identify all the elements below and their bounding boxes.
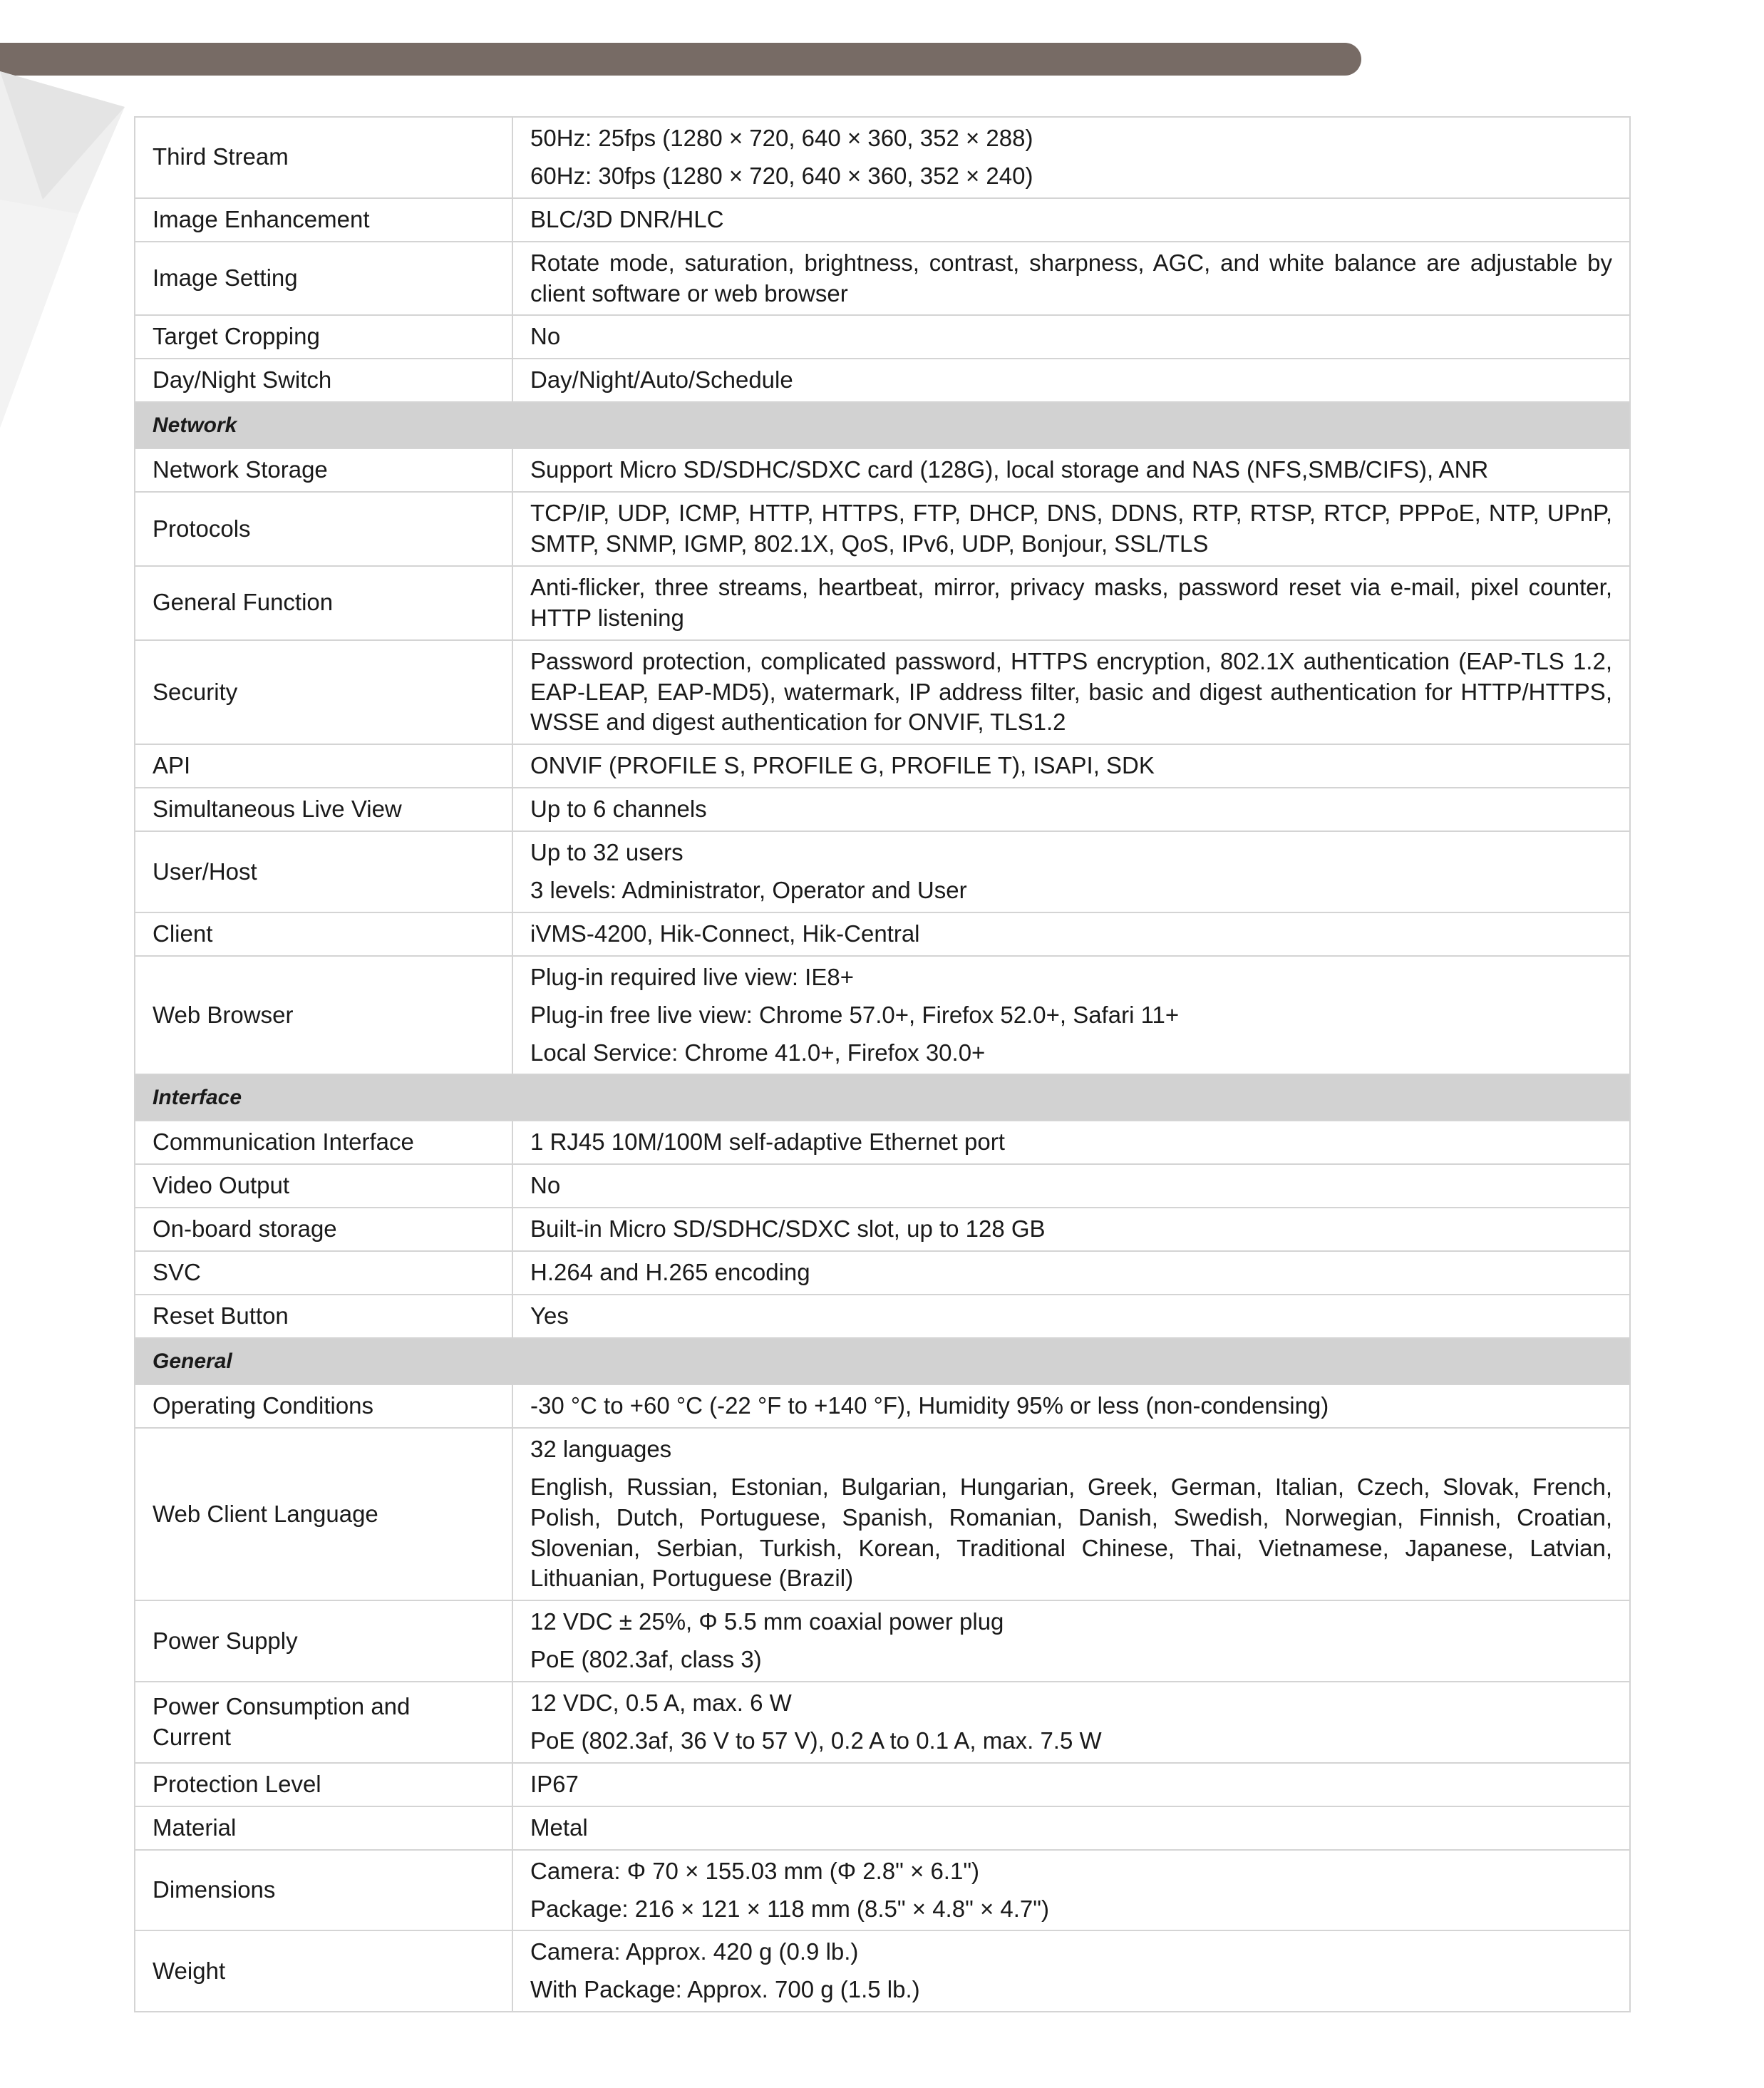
spec-label: Network Storage [135,448,512,492]
spec-label: Video Output [135,1164,512,1208]
spec-row [135,912,1630,956]
spec-value [512,117,1630,198]
spec-value [512,198,1630,242]
spec-value-line: Camera: Approx. 420 g (0.9 lb.) [530,1938,859,1965]
spec-label: Protection Level [135,1763,512,1806]
spec-label: SVC [135,1251,512,1295]
spec-label: Simultaneous Live View [135,788,512,831]
spec-row [135,788,1630,831]
star-watermark-icon [0,71,143,428]
spec-value-line: TCP/IP, UDP, ICMP, HTTP, HTTPS, FTP, DHCP, DNS, DDNS, RTP, RTSP, RTCP, PPPoE, NTP, UPnP, SMTP, SNMP, IGMP, 802.1X, QoS, IPv6, UDP, Bonjour, SSL/TLS [530,500,1612,557]
spec-value [512,315,1630,359]
spec-value-line: No [530,1172,561,1199]
spec-value-line: Day/Night/Auto/Schedule [530,366,793,394]
spec-row [135,1164,1630,1208]
spec-value [512,566,1630,640]
spec-value-line: Support Micro SD/SDHC/SDXC card (128G), local storage and NAS (NFS,SMB/CIFS), ANR [530,456,1489,483]
spec-value-line: BLC/3D DNR/HLC [530,205,724,232]
spec-label: Protocols [135,492,512,566]
spec-value [512,1763,1630,1806]
spec-label: Communication Interface [135,1121,512,1164]
spec-value-line: Yes [530,1302,569,1330]
spec-value-line: With Package: Approx. 700 g (1.5 lb.) [530,1976,920,2003]
spec-value-line: 12 VDC, 0.5 A, max. 6 W [530,1690,792,1717]
spec-label: Day/Night Switch [135,359,512,402]
spec-value-line: 1 RJ45 10M/100M self-adaptive Ethernet port [530,1128,1005,1156]
spec-value [512,744,1630,788]
spec-value-line: PoE (802.3af, class 3) [530,1646,762,1673]
spec-row [135,242,1630,316]
spec-row [135,359,1630,402]
spec-row [135,1251,1630,1295]
spec-label: Reset Button [135,1295,512,1338]
spec-label: Power Consumption and Current [135,1682,512,1763]
spec-value-line: Package: 216 × 121 × 118 mm (8.5" × 4.8" × 4.7") [530,1895,1049,1922]
spec-row [135,1600,1630,1682]
spec-label: Operating Conditions [135,1384,512,1428]
spec-value [512,1295,1630,1338]
spec-value [512,1208,1630,1251]
spec-value [512,492,1630,566]
spec-row [135,1208,1630,1251]
spec-label: Web Client Language [135,1428,512,1600]
spec-value-line: Built-in Micro SD/SDHC/SDXC slot, up to 128 GB [530,1215,1046,1243]
spec-value-line: 12 VDC ± 25%, Φ 5.5 mm coaxial power plug [530,1608,1004,1635]
spec-row [135,1682,1630,1763]
spec-table [134,116,1631,2012]
spec-value-line: Password protection, complicated password, HTTPS encryption, 802.1X authentication (EAP-TLS 1.2, EAP-LEAP, EAP-MD5), watermark, IP address filter, basic and digest authentication for HTTP/HTTPS, WSSE and digest authentication for ONVIF, TLS1.2 [530,647,1612,736]
spec-value [512,1930,1630,2012]
spec-row [135,492,1630,566]
spec-label: Weight [135,1930,512,2012]
spec-value-line: Plug-in required live view: IE8+ [530,963,854,990]
spec-row [135,1850,1630,1931]
section-title: Interface [135,1074,1630,1121]
spec-label: Third Stream [135,117,512,198]
section-title: Network [135,402,1630,448]
spec-value [512,640,1630,745]
spec-row [135,1428,1630,1600]
spec-row [135,1295,1630,1338]
spec-value-line: No [530,323,561,350]
spec-value-line: Up to 32 users [530,839,684,866]
spec-value-line: Metal [530,1814,588,1841]
spec-label: On-board storage [135,1208,512,1251]
spec-value-line: Up to 6 channels [530,796,707,823]
spec-label: Security [135,640,512,745]
spec-value-line: Anti-flicker, three streams, heartbeat, mirror, privacy masks, password reset via e-mail, pixel counter, HTTP listening [530,573,1612,631]
spec-row [135,640,1630,745]
spec-label: Dimensions [135,1850,512,1931]
section-title: General [135,1338,1630,1384]
section-header [135,1338,1630,1384]
spec-row [135,956,1630,1075]
section-header [135,1074,1630,1121]
spec-value-line: Local Service: Chrome 41.0+, Firefox 30.0+ [530,1039,986,1066]
spec-label: User/Host [135,831,512,912]
spec-value [512,1428,1630,1600]
spec-value-line: ONVIF (PROFILE S, PROFILE G, PROFILE T), ISAPI, SDK [530,752,1155,779]
spec-label: API [135,744,512,788]
spec-value-line: -30 °C to +60 °C (-22 °F to +140 °F), Humidity 95% or less (non-condensing) [530,1392,1329,1419]
spec-label: Image Setting [135,242,512,316]
spec-value [512,1600,1630,1682]
spec-row [135,1930,1630,2012]
spec-value-line: 50Hz: 25fps (1280 × 720, 640 × 360, 352 × 288) [530,125,1033,151]
header-bar [0,43,1361,76]
spec-value-line: Plug-in free live view: Chrome 57.0+, Firefox 52.0+, Safari 11+ [530,1001,1180,1028]
spec-row [135,1121,1630,1164]
spec-label: Power Supply [135,1600,512,1682]
spec-value-line: Rotate mode, saturation, brightness, contrast, sharpness, AGC, and white balance are adjustable by client software or web browser [530,249,1612,307]
spec-row [135,1384,1630,1428]
spec-row [135,1763,1630,1806]
spec-value [512,956,1630,1075]
spec-value-line: PoE (802.3af, 36 V to 57 V), 0.2 A to 0.1 A, max. 7.5 W [530,1727,1102,1754]
spec-row [135,448,1630,492]
spec-value-line: 3 levels: Administrator, Operator and User [530,877,967,904]
spec-row [135,831,1630,912]
spec-label: General Function [135,566,512,640]
spec-label: Image Enhancement [135,198,512,242]
spec-row [135,117,1630,198]
spec-row [135,744,1630,788]
spec-row [135,1806,1630,1850]
spec-value [512,242,1630,316]
spec-row [135,198,1630,242]
spec-value-line: 32 languages [530,1435,672,1462]
spec-value [512,359,1630,402]
spec-label: Client [135,912,512,956]
spec-value-line: iVMS-4200, Hik-Connect, Hik-Central [530,920,920,947]
spec-value [512,912,1630,956]
spec-label: Web Browser [135,956,512,1075]
spec-value [512,448,1630,492]
spec-value-line: IP67 [530,1770,579,1797]
spec-value-line: H.264 and H.265 encoding [530,1259,810,1286]
spec-value [512,1850,1630,1931]
spec-value-line: English, Russian, Estonian, Bulgarian, Hungarian, Greek, German, Italian, Czech, Slovak, French, Polish, Dutch, Portuguese, Spanish, Romanian, Danish, Swedish, Norwegian, Finnish, Croatian, Slovenian, Serbian, Turkish, Korean, Traditional Chinese, Thai, Vietnamese, Japanese, Latvian, Lithuanian, Portuguese (Brazil) [530,1473,1612,1592]
section-header [135,402,1630,448]
spec-value [512,1164,1630,1208]
spec-value-line: 60Hz: 30fps (1280 × 720, 640 × 360, 352 × 240) [530,162,1033,189]
spec-row [135,315,1630,359]
spec-value [512,1251,1630,1295]
spec-value [512,1806,1630,1850]
spec-value [512,831,1630,912]
spec-label: Material [135,1806,512,1850]
spec-value [512,1121,1630,1164]
spec-value [512,1384,1630,1428]
spec-value [512,1682,1630,1763]
spec-row [135,566,1630,640]
spec-value [512,788,1630,831]
spec-value-line: Camera: Φ 70 × 155.03 mm (Φ 2.8" × 6.1") [530,1857,980,1884]
spec-label: Target Cropping [135,315,512,359]
